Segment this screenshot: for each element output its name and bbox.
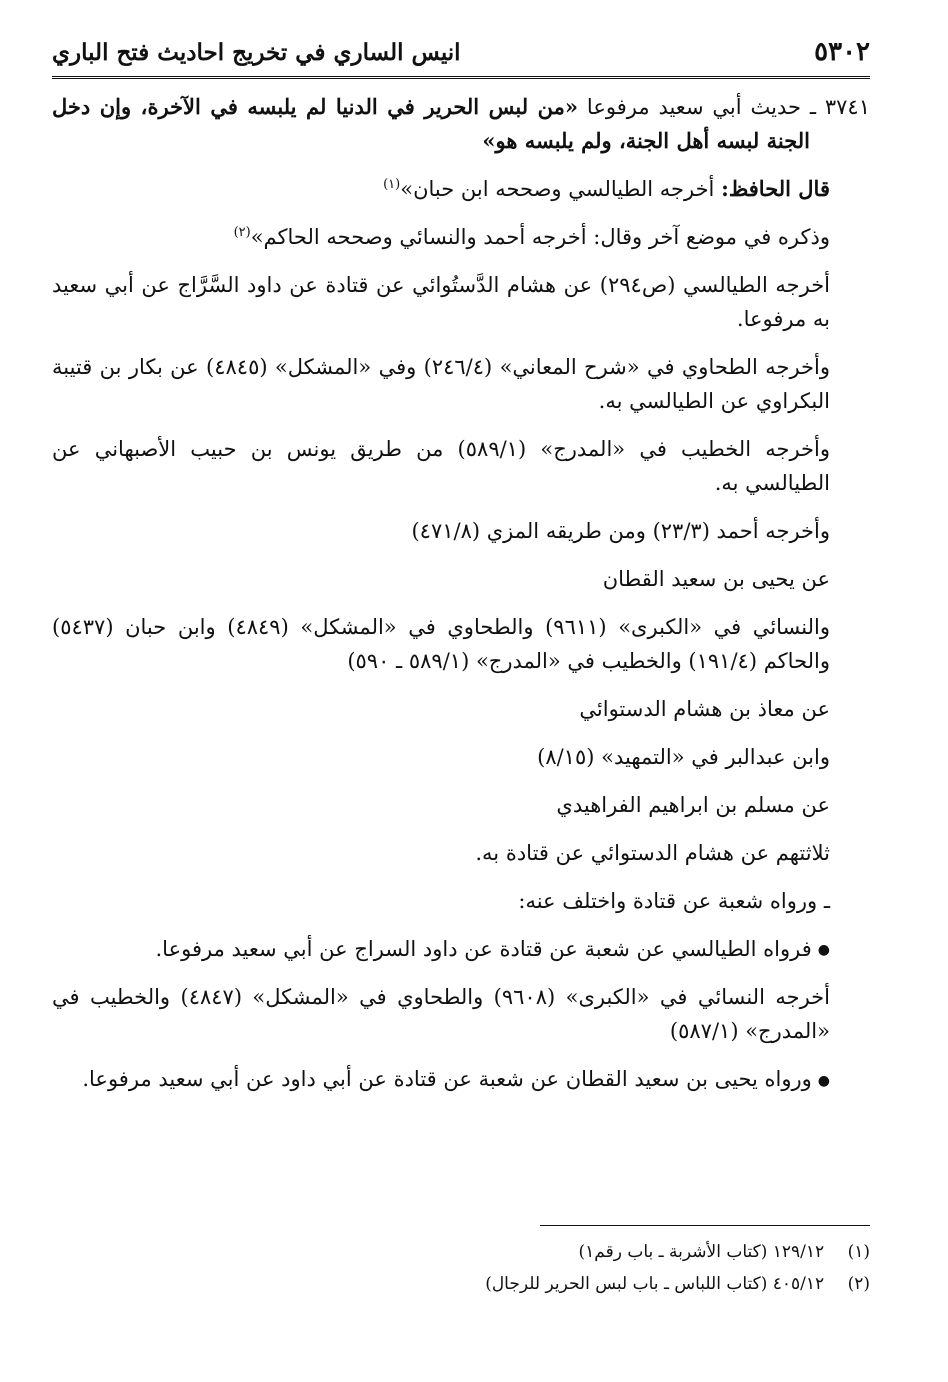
paragraph: وأخرجه الخطيب في «المدرج» (٥٨٩/١) من طريق يونس بن حبيب الأصبهاني عن الطيالسي به. (52, 437, 831, 496)
paragraph: وابن عبدالبر في «التمهيد» (٨/١٥) (537, 745, 830, 770)
footnote (52, 1236, 870, 1268)
footnote-number: (٢) (847, 1274, 870, 1295)
hadith-entry (52, 90, 870, 158)
footnote (52, 1268, 870, 1300)
paragraph: أخرجه الطيالسي (ص٢٩٤) عن هشام الدَّستُوائي عن قتادة عن داود السَّرَّاج عن أبي سعيد به مرفوعا. (52, 273, 831, 332)
footnotes (52, 1236, 870, 1301)
footnote-number: (١) (847, 1242, 870, 1262)
hafiz-statement (52, 172, 870, 206)
page-number: ٥٣٠٢ (814, 37, 870, 67)
paragraph: والنسائي في «الكبرى» (٩٦١١) والطحاوي في «المشكل» (٤٨٤٩) وابن حبان (٥٤٣٧) والحاكم (١٩١/٤) والخطيب في «المدرج» (٥٨٩/١ ـ ٥٩٠) (52, 615, 831, 674)
paragraph: ثلاثتهم عن هشام الدستوائي عن قتادة به. (475, 841, 830, 866)
paragraph: أخرجه النسائي في «الكبرى» (٩٦٠٨) والطحاوي في «المشكل» (٤٨٤٧) والخطيب في «المدرج» (٥٨٧/١) (52, 985, 830, 1044)
hadith-intro: ـ حديث أبي سعيد مرفوعا (586, 95, 816, 119)
bullet-icon: ● (817, 1072, 830, 1089)
footnote-text: ٤٠٥/١٢ (كتاب اللباس ـ باب لبس الحرير للرجال) (485, 1274, 825, 1295)
hafiz-label: قال الحافظ: (721, 176, 830, 202)
footnote-text: ١٢٩/١٢ (كتاب الأشربة ـ باب رقم١) (578, 1242, 825, 1262)
bullet-text: فرواه الطيالسي عن شعبة عن قتادة عن داود السراج عن أبي سعيد مرفوعا. (155, 937, 812, 962)
paragraph: وأخرجه الطحاوي في «شرح المعاني» (٢٤٦/٤) وفي «المشكل» (٤٨٤٥) عن بكار بن قتيبة البكراوي عن الطيالسي به. (52, 355, 831, 414)
page-content (52, 90, 870, 1110)
hadith-number: ٣٧٤١ (824, 95, 870, 119)
paragraph: عن معاذ بن هشام الدستوائي (579, 697, 830, 722)
hadith-matn: «من لبس الحرير في الدنيا لم يلبسه في الآخرة، وإن دخل الجنة لبسه أهل الجنة، ولم يلبسه هو» (52, 94, 810, 154)
paragraph: ـ ورواه شعبة عن قتادة واختلف عنه: (518, 889, 830, 914)
bullet-text: ورواه يحيى بن سعيد القطان عن شعبة عن قتادة عن أبي داود عن أبي سعيد مرفوعا. (82, 1067, 812, 1092)
paragraph: وأخرجه أحمد (٢٣/٣) ومن طريقه المزي (٤٧١/٨) (411, 519, 830, 544)
footnote-ref-2: (٢) (233, 225, 251, 241)
running-header (52, 28, 870, 79)
bullet-icon: ● (817, 942, 830, 959)
bullet-paragraph (52, 932, 870, 966)
paragraph: عن مسلم بن ابراهيم الفراهيدي (556, 793, 830, 818)
bullet-paragraph (52, 1062, 870, 1096)
book-title: انيس الساري في تخريج احاديث فتح الباري (52, 38, 461, 66)
footnote-ref-1: (١) (383, 177, 401, 193)
other-place-statement (52, 220, 870, 254)
footnote-separator (540, 1225, 870, 1226)
paragraph: عن يحيى بن سعيد القطان (602, 567, 830, 592)
hafiz-text: أخرجه الطيالسي وصححه ابن حبان» (400, 177, 715, 202)
other-place-text: وذكره في موضع آخر وقال: أخرجه أحمد والنسائي وصححه الحاكم» (250, 225, 830, 250)
